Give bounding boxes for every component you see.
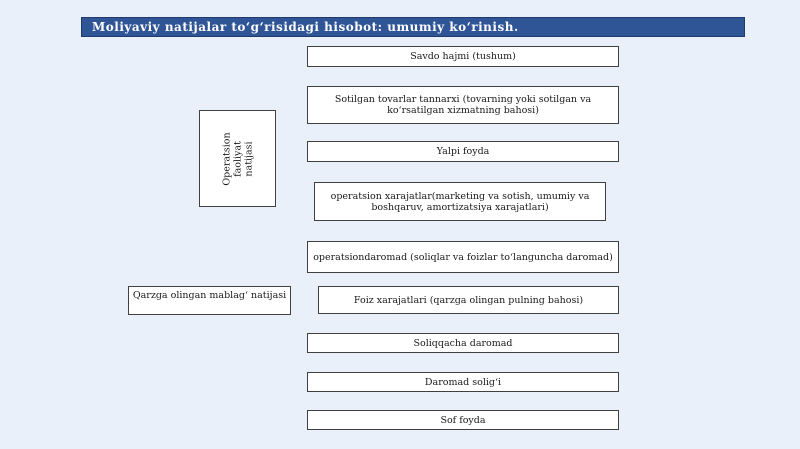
step-operating-expenses: operatsion xarajatlar(marketing va sotish, umumiy va boshqaruv, amortizatsiya xarajatlari) xyxy=(314,182,606,221)
step-pre-tax-income: Soliqqacha daromad xyxy=(307,333,619,353)
operational-result-label xyxy=(199,110,276,207)
step-interest-expenses: Foiz xarajatlari (qarzga olingan pulning bahosi) xyxy=(318,286,619,314)
step-cost-of-goods-sold: Sotilgan tovarlar tannarxi (tovarning yoki sotilgan va ko‘rsatilgan xizmatning bahosi) xyxy=(307,86,619,124)
page-title: Moliyaviy natijalar to‘g‘risidagi hisobot: umumiy ko‘rinish. xyxy=(81,17,745,37)
step-sales-volume: Savdo hajmi (tushum) xyxy=(307,46,619,67)
step-gross-profit: Yalpi foyda xyxy=(307,141,619,162)
debt-result-label: Qarzga olingan mablag‘ natijasi xyxy=(128,286,291,315)
operational-result-label-line1: Operatsion faoliyat xyxy=(221,131,243,186)
step-income-tax: Daromad solig‘i xyxy=(307,372,619,392)
step-operating-income: operatsiondaromad (soliqlar va foizlar to‘languncha daromad) xyxy=(307,241,619,273)
step-net-profit: Sof foyda xyxy=(307,410,619,430)
operational-result-label-line2: natijasi xyxy=(243,140,254,177)
